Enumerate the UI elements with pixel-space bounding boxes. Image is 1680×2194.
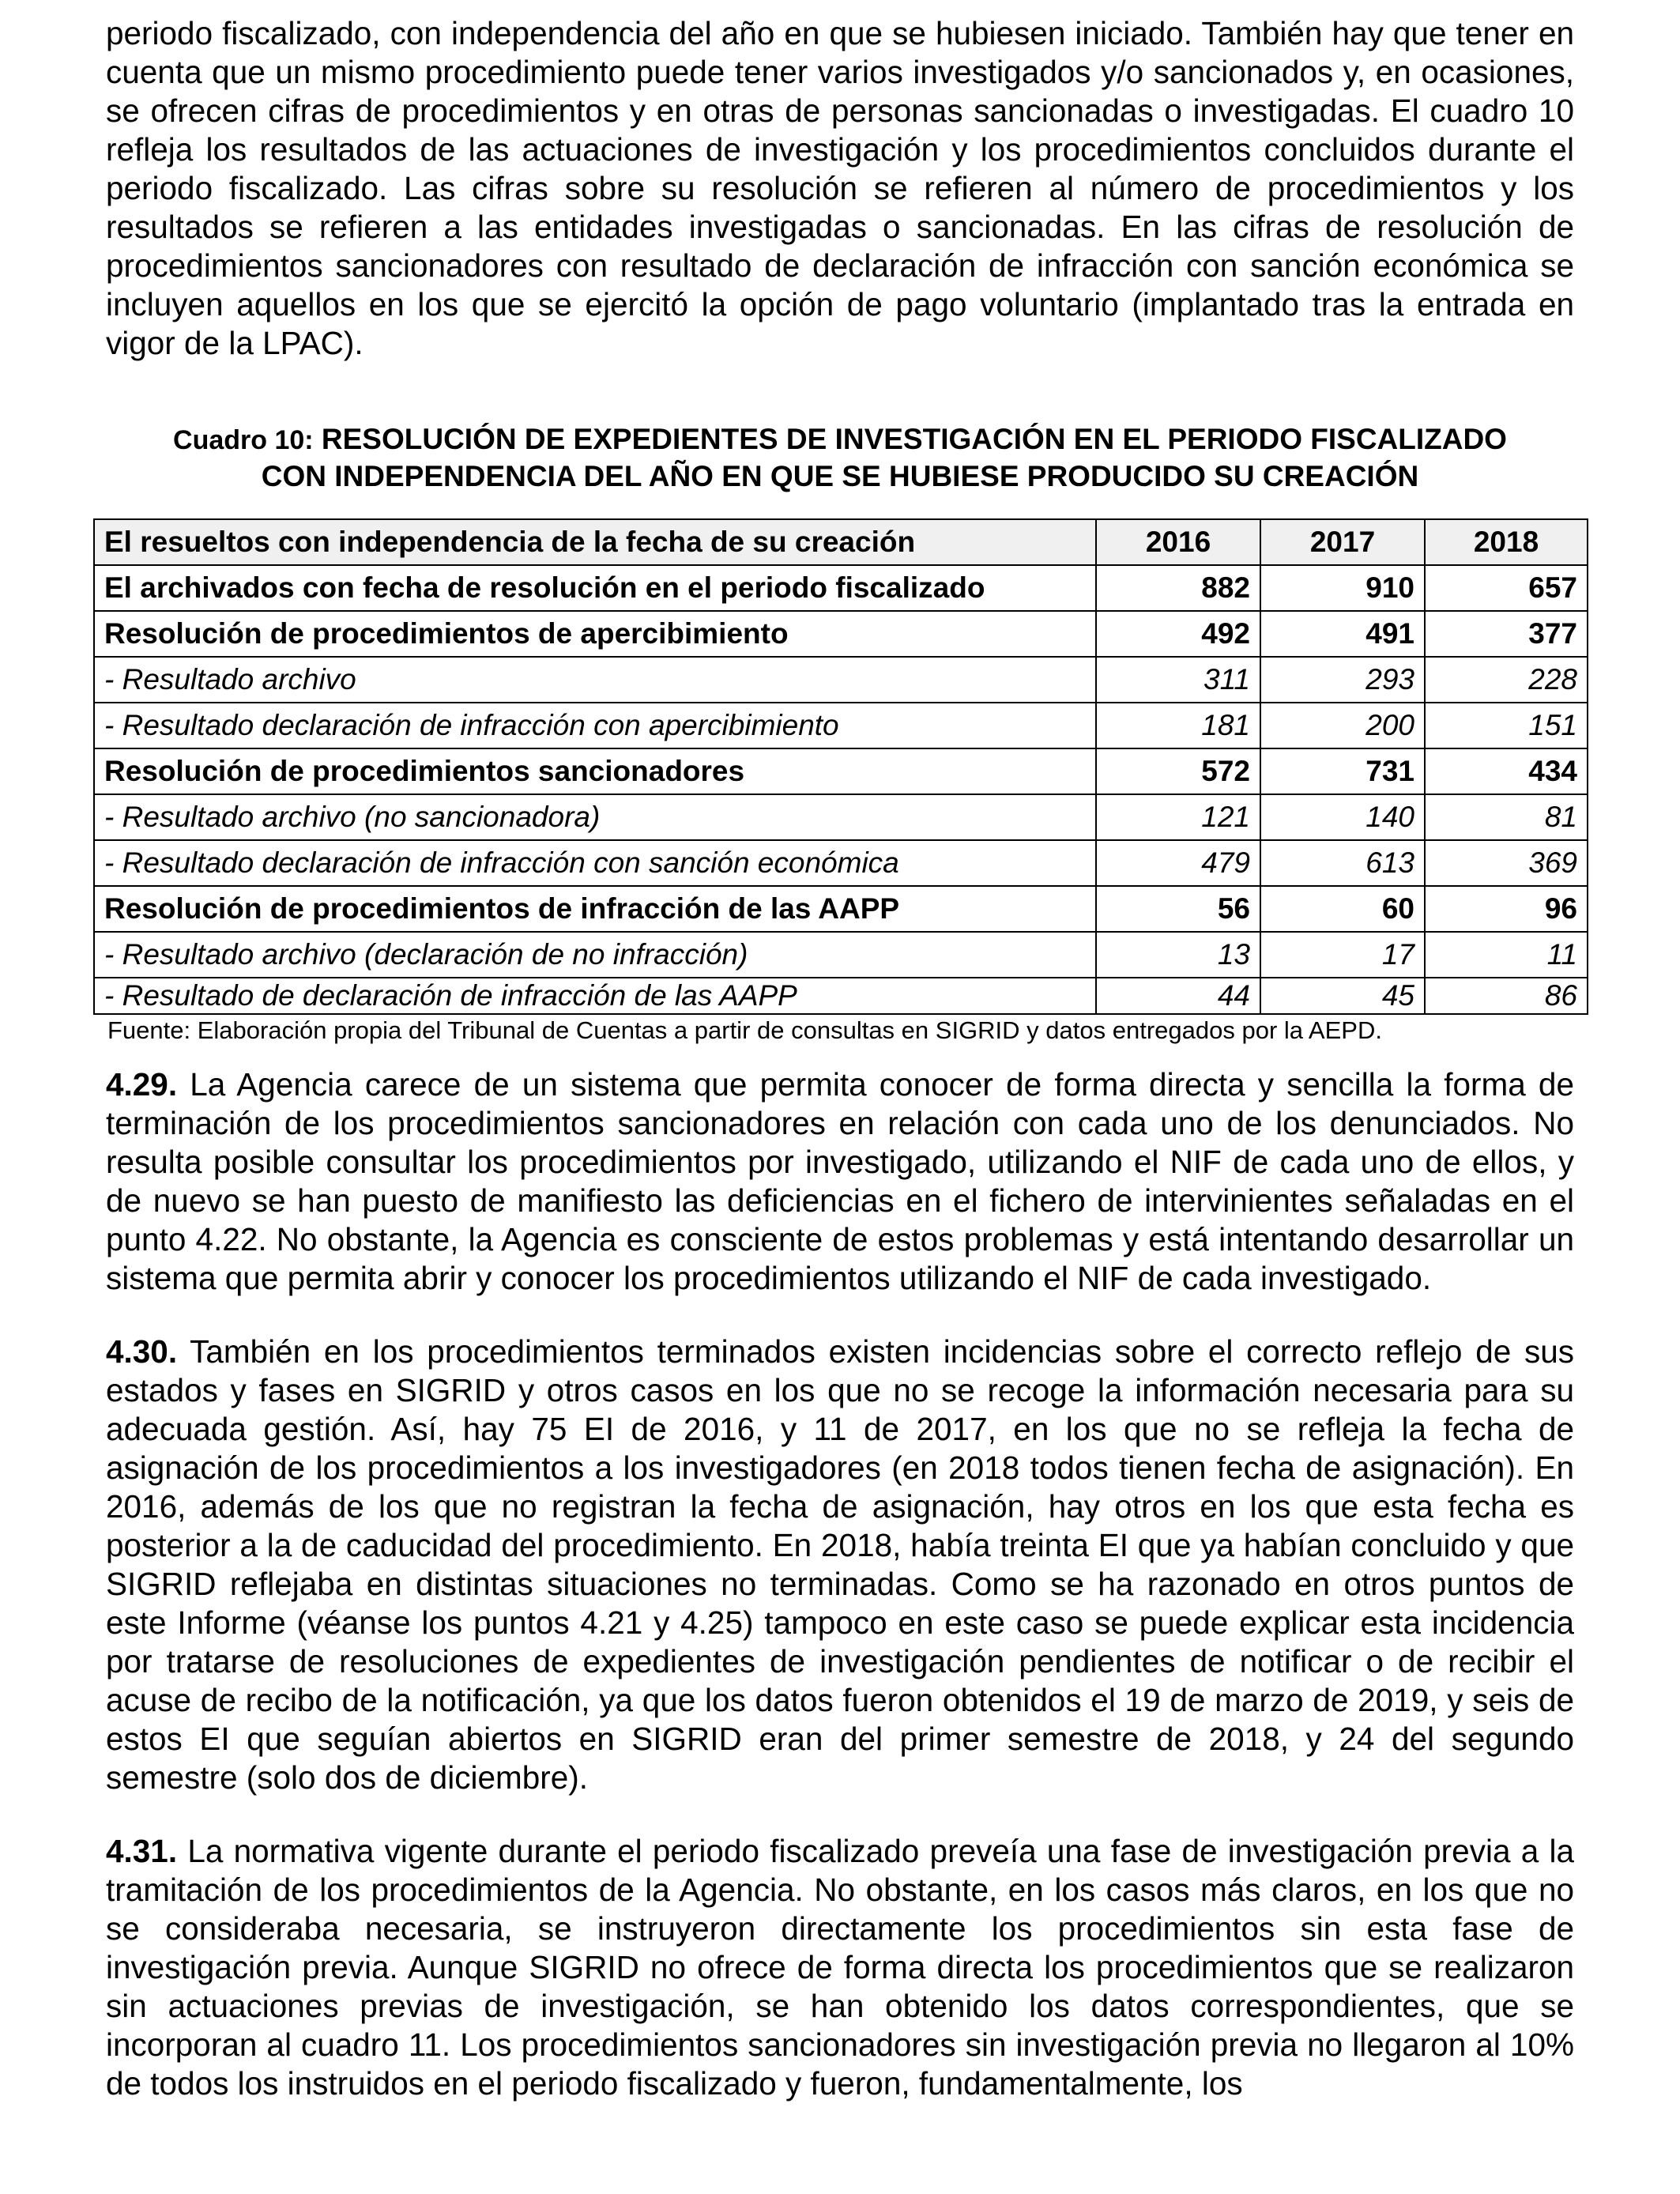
row-value-2017: 17 [1260, 932, 1425, 978]
row-label: El archivados con fecha de resolución en el periodo fiscalizado [94, 565, 1096, 611]
table-header-row [94, 519, 1588, 565]
row-value-2018: 657 [1425, 565, 1588, 611]
row-label: Resolución de procedimientos de apercibimiento [94, 611, 1096, 657]
table-row [94, 657, 1588, 703]
row-value-2018: 86 [1425, 978, 1588, 1014]
table-row [94, 840, 1588, 886]
header-year-2016: 2016 [1096, 519, 1260, 565]
header-label: El resueltos con independencia de la fecha de su creación [94, 519, 1096, 565]
table-row [94, 886, 1588, 932]
row-value-2017: 731 [1260, 748, 1425, 794]
row-value-2018: 11 [1425, 932, 1588, 978]
table-row [94, 748, 1588, 794]
row-value-2016: 13 [1096, 932, 1260, 978]
section-text: La normativa vigente durante el periodo fiscalizado preveía una fase de investigación previa a la tramitación de los procedimientos de la Agencia. No obstante, en los casos más claros, en los que no se consideraba necesaria, se instruyeron directamente los procedimientos sin esta fase de investigación previa. Aunque SIGRID no ofrece de forma directa los procedimientos que se realizaron sin actuaciones previas de investigación, se han obtenido los datos correspondientes, que se incorporan al cuadro 11. Los procedimientos sancionadores sin investigación previa no llegaron al 10% de todos los instruidos en el periodo fiscalizado y fueron, fundamentalmente, los [106, 1833, 1574, 2102]
section-number: 4.30. [106, 1333, 178, 1370]
row-value-2018: 96 [1425, 886, 1588, 932]
row-value-2016: 44 [1096, 978, 1260, 1014]
row-value-2016: 121 [1096, 794, 1260, 840]
row-value-2018: 228 [1425, 657, 1588, 703]
row-label: Resolución de procedimientos de infracción de las AAPP [94, 886, 1096, 932]
table-row [94, 932, 1588, 978]
table-caption [106, 421, 1574, 495]
results-table [93, 518, 1588, 1015]
section-4-31 [106, 1832, 1574, 2103]
row-label: - Resultado de declaración de infracción de las AAPP [94, 978, 1096, 1014]
row-value-2016: 181 [1096, 703, 1260, 748]
caption-line-1 [106, 421, 1574, 458]
row-value-2018: 151 [1425, 703, 1588, 748]
table-row [94, 703, 1588, 748]
row-value-2018: 377 [1425, 611, 1588, 657]
row-value-2016: 882 [1096, 565, 1260, 611]
section-text: La Agencia carece de un sistema que permita conocer de forma directa y sencilla la forma de terminación de los procedimientos sancionadores en relación con cada uno de los denunciados. No resulta posible consultar los procedimientos por investigado, utilizando el NIF de cada uno de ellos, y de nuevo se han puesto de manifiesto las deficiencias en el fichero de intervinientes señaladas en el punto 4.22. No obstante, la Agencia es consciente de estos problemas y está intentando desarrollar un sistema que permita abrir y conocer los procedimientos utilizando el NIF de cada investigado. [106, 1066, 1574, 1296]
document-page [104, 14, 1577, 2138]
row-value-2016: 479 [1096, 840, 1260, 886]
row-value-2017: 293 [1260, 657, 1425, 703]
row-value-2018: 434 [1425, 748, 1588, 794]
caption-label: Cuadro 10: [173, 425, 314, 455]
row-value-2017: 200 [1260, 703, 1425, 748]
intro-paragraph: periodo fiscalizado, con independencia del año en que se hubiesen iniciado. También hay que tener en cuenta que un mismo procedimiento puede tener varios investigados y/o sancionados y, en ocasiones, se ofrecen cifras de procedimientos y en otras de personas sancionadas o investigadas. El cuadro 10 refleja los resultados de las actuaciones de investigación y los procedimientos concluidos durante el periodo fiscalizado. Las cifras sobre su resolución se refieren al número de procedimientos y los resultados se refieren a las entidades investigadas o sancionadas. En las cifras de resolución de procedimientos sancionadores con resultado de declaración de infracción con sanción económica se incluyen aquellos en los que se ejercitó la opción de pago voluntario (implantado tras la entrada en vigor de la LPAC). [106, 15, 1574, 361]
row-value-2018: 369 [1425, 840, 1588, 886]
row-label: - Resultado archivo [94, 657, 1096, 703]
table-row [94, 978, 1588, 1014]
section-text: También en los procedimientos terminados existen incidencias sobre el correcto reflejo de sus estados y fases en SIGRID y otros casos en los que no se recoge la información necesaria para su adecuada gestión. Así, hay 75 EI de 2016, y 11 de 2017, en los que no se refleja la fecha de asignación de los procedimientos a los investigadores (en 2018 todos tienen fecha de asignación). En 2016, además de los que no registran la fecha de asignación, hay otros en los que esta fecha es posterior a la de caducidad del procedimiento. En 2018, había treinta EI que ya habían concluido y que SIGRID reflejaba en distintas situaciones no terminadas. Como se ha razonado en otros puntos de este Informe (véanse los puntos 4.21 y 4.25) tampoco en este caso se puede explicar esta incidencia por tratarse de resoluciones de expedientes de investigación pendientes de notificar o de recibir el acuse de recibo de la notificación, ya que los datos fueron obtenidos el 19 de marzo de 2019, y seis de estos EI que seguían abiertos en SIGRID eran del primer semestre de 2018, y 24 del segundo semestre (solo dos de diciembre). [106, 1333, 1575, 1796]
source-note: Fuente: Elaboración propia del Tribunal de Cuentas a partir de consultas en SIGRID y datos entregados por la AEPD. [107, 1016, 1382, 1044]
row-label: - Resultado archivo (declaración de no infracción) [94, 932, 1096, 978]
row-value-2016: 56 [1096, 886, 1260, 932]
section-4-29 [106, 1065, 1574, 1298]
row-value-2017: 491 [1260, 611, 1425, 657]
row-label: - Resultado declaración de infracción con apercibimiento [94, 703, 1096, 748]
caption-title-1: RESOLUCIÓN DE EXPEDIENTES DE INVESTIGACIÓN EN EL PERIODO FISCALIZADO [321, 423, 1507, 455]
table-body [94, 565, 1588, 1014]
caption-title-2: CON INDEPENDENCIA DEL AÑO EN QUE SE HUBIESE PRODUCIDO SU CREACIÓN [261, 460, 1419, 492]
row-value-2017: 60 [1260, 886, 1425, 932]
section-4-30 [106, 1333, 1574, 1797]
table-row [94, 611, 1588, 657]
row-value-2017: 140 [1260, 794, 1425, 840]
row-label: Resolución de procedimientos sancionadores [94, 748, 1096, 794]
section-number: 4.31. [106, 1833, 178, 1869]
row-label: - Resultado archivo (no sancionadora) [94, 794, 1096, 840]
row-value-2016: 572 [1096, 748, 1260, 794]
row-value-2016: 311 [1096, 657, 1260, 703]
row-value-2017: 910 [1260, 565, 1425, 611]
row-value-2017: 613 [1260, 840, 1425, 886]
row-value-2016: 492 [1096, 611, 1260, 657]
header-year-2017: 2017 [1260, 519, 1425, 565]
row-value-2018: 81 [1425, 794, 1588, 840]
row-label: - Resultado declaración de infracción con sanción económica [94, 840, 1096, 886]
sections [106, 1065, 1574, 2103]
section-number: 4.29. [106, 1066, 178, 1103]
table-row [94, 794, 1588, 840]
header-year-2018: 2018 [1425, 519, 1588, 565]
row-value-2017: 45 [1260, 978, 1425, 1014]
table-row [94, 565, 1588, 611]
